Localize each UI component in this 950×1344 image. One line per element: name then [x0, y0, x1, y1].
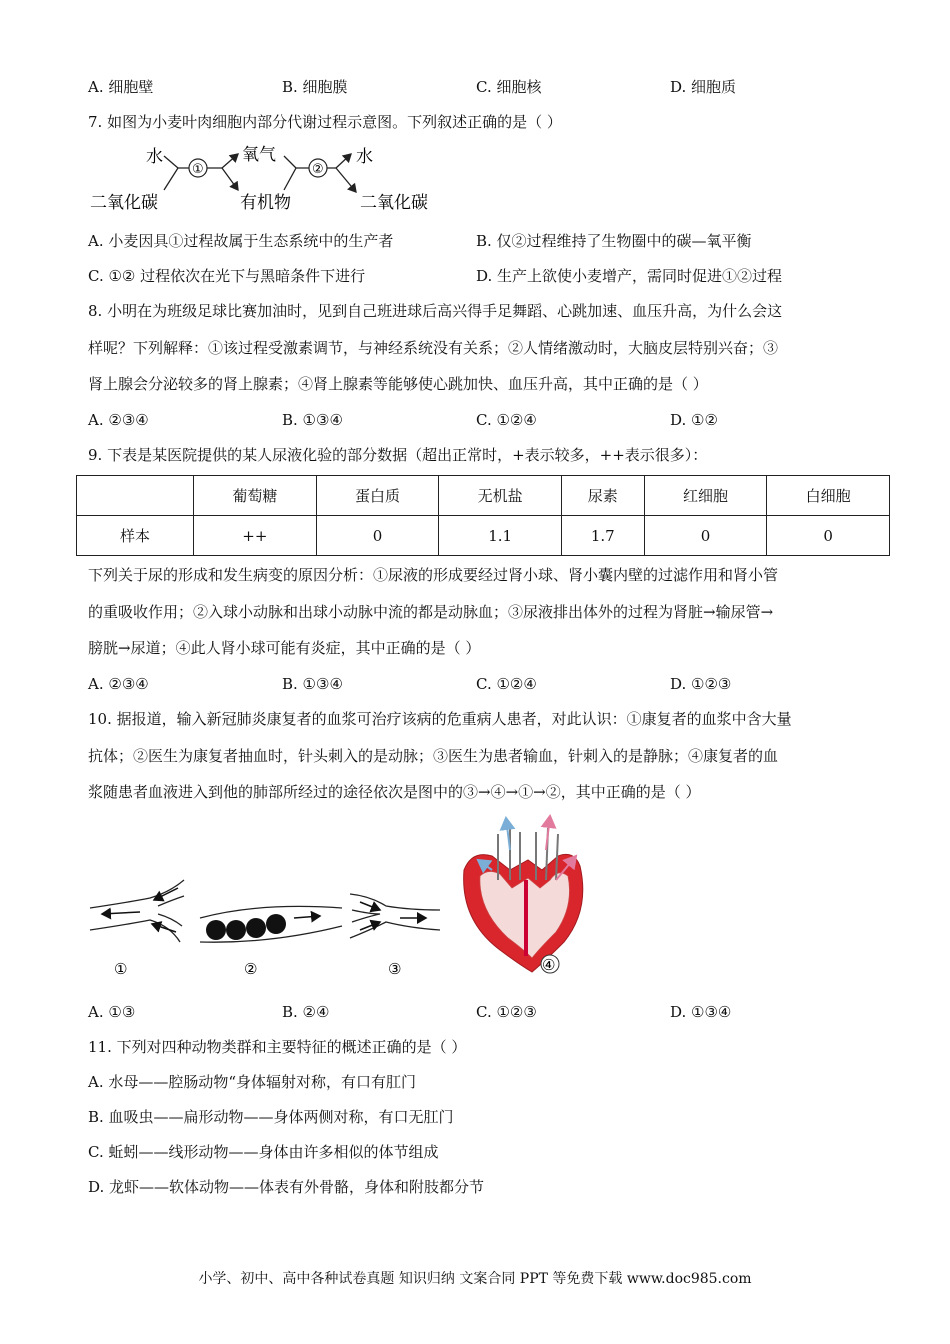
page-footer: 小学、初中、高中各种试卷真题 知识归纳 文案合同 PPT 等免费下载 www.doc985.com	[198, 1271, 752, 1287]
vessel-2-figure	[200, 906, 342, 942]
q7-label-co2-in: 二氧化碳	[90, 193, 158, 213]
q7-option-b: B. 仅②过程维持了生物圈中的碳—氧平衡	[476, 232, 752, 250]
q7-option-a: A. 小麦因具①过程故属于生态系统中的生产者	[88, 232, 394, 250]
q6-option-a: A. 细胞壁	[88, 78, 154, 96]
q8-line-3: 肾上腺会分泌较多的肾上腺素；④肾上腺素等能够使心跳加快、血压升高，其中正确的是（ ）	[88, 375, 708, 393]
vessel-3-figure	[350, 894, 440, 938]
q9-stem: 9. 下表是某医院提供的某人尿液化验的部分数据（超出正常时，+表示较多，++表示很多）：	[88, 446, 708, 464]
q9-option-b: B. ①③④	[282, 675, 343, 693]
q7-label-co2-out: 二氧化碳	[360, 193, 428, 213]
vessel-2-label: ②	[244, 960, 258, 978]
table-header-cell: 葡萄糖	[194, 476, 317, 516]
q9-option-a: A. ②③④	[88, 675, 149, 693]
heart-label: ④	[542, 956, 556, 974]
q11-option-d: D. 龙虾——软体动物——体表有外骨骼，身体和附肢都分节	[88, 1178, 485, 1196]
q7-arrow-co2-out	[336, 168, 356, 192]
q8-option-d: D. ①②	[670, 411, 718, 429]
q7-label-organic: 有机物	[240, 193, 291, 213]
q7-label-water-out: 水	[356, 147, 373, 167]
table-header-cell: 蛋白质	[316, 476, 439, 516]
q7-circle-1-label: ①	[192, 162, 204, 177]
vessel-1-figure	[90, 880, 184, 942]
q10-line-2: 抗体；②医生为康复者抽血时，针头刺入的是动脉；③医生为患者输血，针刺入的是静脉；④康复者的血	[88, 747, 779, 765]
table-header-row	[77, 476, 890, 516]
q7-bracket-2	[284, 156, 296, 190]
q8-line-1: 8. 小明在为班级足球比赛加油时，见到自己班进球后高兴得手足舞蹈、心跳加速、血压升高，为什么会这	[88, 302, 783, 320]
q11-option-b: B. 血吸虫——扁形动物——身体两侧对称，有口无肛门	[88, 1108, 454, 1126]
q7-label-water-in: 水	[146, 147, 163, 167]
q7-metabolism-diagram	[86, 140, 446, 218]
q11-option-a: A. 水母——腔肠动物“身体辐射对称，有口有肛门	[88, 1073, 417, 1091]
q7-arrow-oxygen	[222, 154, 238, 168]
q6-option-d: D. 细胞质	[670, 78, 737, 96]
q7-option-c: C. ①② 过程依次在光下与黑暗条件下进行	[88, 267, 366, 285]
q7-circle-2-label: ②	[312, 162, 324, 177]
q10-option-a: A. ①③	[88, 1003, 136, 1021]
q9-option-d: D. ①②③	[670, 675, 732, 693]
q10-line-1: 10. 据报道，输入新冠肺炎康复者的血浆可治疗该病的危重病人患者，对此认识：①康复者的血浆中含大量	[88, 710, 792, 728]
table-cell: 样本	[77, 516, 194, 556]
table-header-cell: 无机盐	[439, 476, 562, 516]
q7-arrow-organic	[222, 168, 238, 190]
q6-option-b: B. 细胞膜	[282, 78, 348, 96]
table-cell: 1.1	[439, 516, 562, 556]
table-header-cell	[77, 476, 194, 516]
table-cell: 0	[644, 516, 767, 556]
vessel-1-label: ①	[114, 960, 128, 978]
q10-blood-vessel-figure	[80, 810, 590, 985]
q9-line-2: 的重吸收作用；②入球小动脉和出球小动脉中流的都是动脉血；③尿液排出体外的过程为肾脏→输尿管→	[88, 603, 774, 621]
q7-option-d: D. 生产上欲使小麦增产，需同时促进①②过程	[476, 267, 783, 285]
q8-option-a: A. ②③④	[88, 411, 149, 429]
q8-option-c: C. ①②④	[476, 411, 537, 429]
table-cell: 1.7	[561, 516, 644, 556]
q10-option-d: D. ①③④	[670, 1003, 732, 1021]
q9-line-1: 下列关于尿的形成和发生病变的原因分析：①尿液的形成要经过肾小球、肾小囊内壁的过滤作用和肾小管	[88, 566, 779, 584]
q11-option-c: C. 蚯蚓——线形动物——身体由许多相似的体节组成	[88, 1143, 439, 1161]
q7-stem: 7. 如图为小麦叶肉细胞内部分代谢过程示意图。下列叙述正确的是（ ）	[88, 113, 562, 131]
q10-option-b: B. ②④	[282, 1003, 330, 1021]
table-header-cell: 尿素	[561, 476, 644, 516]
vessel-3-label: ③	[388, 960, 402, 978]
q9-option-c: C. ①②④	[476, 675, 537, 693]
table-header-cell: 白细胞	[767, 476, 890, 516]
table-row	[77, 516, 890, 556]
table-cell: ++	[194, 516, 317, 556]
table-header-cell: 红细胞	[644, 476, 767, 516]
q9-line-3: 膀胱→尿道；④此人肾小球可能有炎症，其中正确的是（ ）	[88, 639, 481, 657]
q8-option-b: B. ①③④	[282, 411, 343, 429]
q11-stem: 11. 下列对四种动物类群和主要特征的概述正确的是（ ）	[88, 1038, 467, 1056]
urine-test-table	[76, 475, 890, 556]
q8-line-2: 样呢？下列解释：①该过程受激素调节，与神经系统没有关系；②人情绪激动时，大脑皮层特别兴奋；③	[88, 339, 779, 357]
q7-bracket-1	[164, 156, 178, 190]
heart-figure	[464, 816, 583, 972]
q7-arrow-water-out	[336, 154, 351, 168]
q6-option-c: C. 细胞核	[476, 78, 542, 96]
table-cell: 0	[767, 516, 890, 556]
table-cell: 0	[316, 516, 439, 556]
q7-label-oxygen: 氧气	[242, 145, 276, 165]
q10-option-c: C. ①②③	[476, 1003, 537, 1021]
q10-line-3: 浆随患者血液进入到他的肺部所经过的途径依次是图中的③→④→①→②，其中正确的是（ ）	[88, 783, 701, 801]
